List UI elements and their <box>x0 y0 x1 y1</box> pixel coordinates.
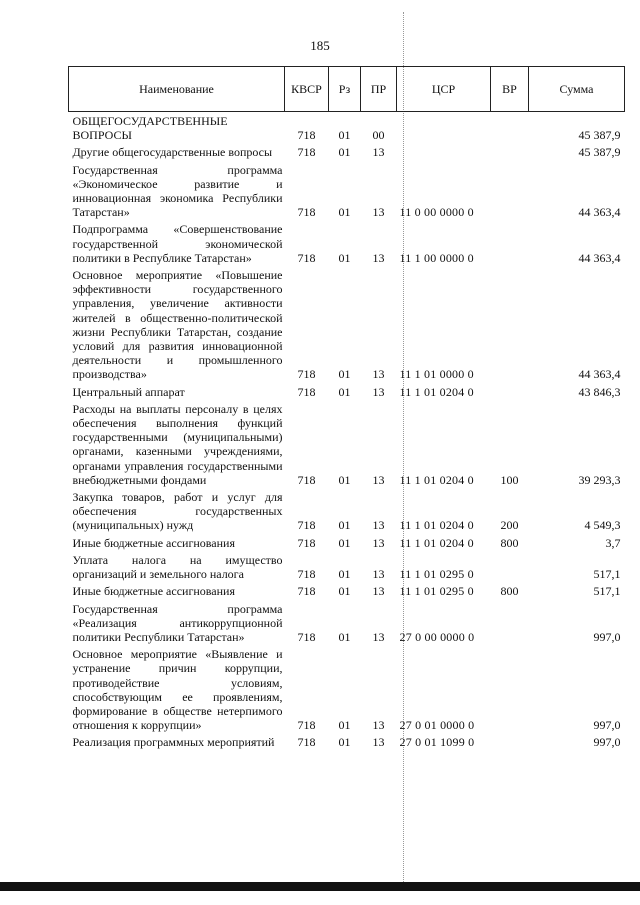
row-csr: 11 0 00 0000 0 <box>399 205 474 220</box>
row-rz: 01 <box>338 567 351 582</box>
row-sum: 44 363,4 <box>578 367 621 382</box>
row-csr: 11 1 01 0204 0 <box>399 518 474 533</box>
row-vr: 800 <box>500 584 519 599</box>
row-sum: 3,7 <box>605 535 621 550</box>
row-csr: 27 0 01 1099 0 <box>399 735 475 750</box>
row-sum: 44 363,4 <box>578 205 621 220</box>
row-sum: 43 846,3 <box>578 384 621 399</box>
row-rz: 01 <box>338 128 351 143</box>
row-sum: 45 387,9 <box>578 128 621 143</box>
header-kvsr: КВСР <box>285 67 329 112</box>
table-row <box>69 400 625 488</box>
row-csr: 11 1 01 0204 0 <box>399 384 474 399</box>
row-vr <box>491 266 529 383</box>
row-sum: 997,0 <box>593 735 621 750</box>
row-pr: 13 <box>372 718 385 733</box>
row-name: Государственная программа «Экономическое развитие и инновационная экономика Республики Татарстан» <box>72 162 283 220</box>
table-row <box>69 600 625 646</box>
row-name: Иные бюджетные ассигнования <box>72 535 235 550</box>
row-name: Реализация программных мероприятий <box>72 735 275 750</box>
row-vr <box>491 220 529 266</box>
row-name: Закупка товаров, работ и услуг для обеспечения государственных (муниципальных) нужд <box>72 490 283 533</box>
row-rz: 01 <box>338 718 351 733</box>
row-sum: 997,0 <box>593 629 621 644</box>
row-vr <box>491 161 529 221</box>
row-csr: 11 1 01 0295 0 <box>399 584 474 599</box>
row-csr <box>397 112 491 144</box>
table-row <box>69 582 625 599</box>
row-name: ОБЩЕГОСУДАРСТВЕННЫЕ ВОПРОСЫ <box>72 114 228 143</box>
header-pr: ПР <box>361 67 397 112</box>
row-rz: 01 <box>338 472 351 487</box>
row-vr <box>491 733 529 750</box>
row-vr: 200 <box>500 518 519 533</box>
row-kvsr: 718 <box>297 567 316 582</box>
row-name: Другие общегосударственные вопросы <box>72 145 273 160</box>
row-kvsr: 718 <box>297 535 316 550</box>
row-csr: 27 0 00 0000 0 <box>399 629 475 644</box>
row-pr: 13 <box>372 518 385 533</box>
row-pr: 13 <box>372 250 385 265</box>
header-name: Наименование <box>69 67 285 112</box>
table-row <box>69 488 625 534</box>
row-csr: 11 1 00 0000 0 <box>399 250 474 265</box>
row-pr: 13 <box>372 205 385 220</box>
row-pr: 13 <box>372 535 385 550</box>
row-vr <box>491 112 529 144</box>
row-vr <box>491 383 529 400</box>
row-rz: 01 <box>338 535 351 550</box>
row-kvsr: 718 <box>297 584 316 599</box>
table-row <box>69 551 625 582</box>
row-rz: 01 <box>338 367 351 382</box>
row-kvsr: 718 <box>297 472 316 487</box>
row-kvsr: 718 <box>297 205 316 220</box>
row-kvsr: 718 <box>297 518 316 533</box>
row-vr <box>491 645 529 733</box>
row-sum: 517,1 <box>593 567 621 582</box>
row-pr: 13 <box>372 584 385 599</box>
row-name: Иные бюджетные ассигнования <box>72 584 235 599</box>
row-name: Центральный аппарат <box>72 384 185 399</box>
row-csr <box>397 143 491 160</box>
row-sum: 39 293,3 <box>578 472 621 487</box>
row-name: Основное мероприятие «Выявление и устранение причин коррупции, противодействие условиям, способствующим ее проявлениям, формирование в обществе нетерпимого отношения к коррупции» <box>72 647 283 733</box>
row-sum: 45 387,9 <box>578 145 621 160</box>
table-row <box>69 220 625 266</box>
row-sum: 517,1 <box>593 584 621 599</box>
row-vr <box>491 551 529 582</box>
table-row <box>69 645 625 733</box>
table-row <box>69 383 625 400</box>
row-kvsr: 718 <box>297 718 316 733</box>
row-rz: 01 <box>338 205 351 220</box>
table-row <box>69 143 625 160</box>
header-rz: Рз <box>329 67 361 112</box>
row-kvsr: 718 <box>297 367 316 382</box>
row-name: Уплата налога на имущество организаций и земельного налога <box>72 552 283 582</box>
row-csr: 11 1 01 0000 0 <box>399 367 474 382</box>
row-rz: 01 <box>338 145 351 160</box>
row-pr: 13 <box>372 472 385 487</box>
header-csr: ЦСР <box>397 67 491 112</box>
table-row <box>69 266 625 383</box>
scan-bottom-edge <box>0 882 640 891</box>
table-row <box>69 112 625 144</box>
row-sum: 4 549,3 <box>584 518 621 533</box>
table-header-row <box>69 67 625 112</box>
row-csr: 11 1 01 0204 0 <box>399 535 474 550</box>
row-pr: 13 <box>372 384 385 399</box>
row-sum: 997,0 <box>593 718 621 733</box>
row-kvsr: 718 <box>297 735 316 750</box>
header-vr: ВР <box>491 67 529 112</box>
row-pr: 13 <box>372 735 385 750</box>
row-name: Основное мероприятие «Повышение эффективности государственного управления, увеличение активности жителей в общественно-политической жизни Республики Татарстан, создание условий для развития инновационной деятельности и промышленного производства» <box>72 268 283 382</box>
row-vr: 800 <box>500 535 519 550</box>
row-rz: 01 <box>338 384 351 399</box>
row-rz: 01 <box>338 629 351 644</box>
row-name: Расходы на выплаты персоналу в целях обеспечения выполнения функций государственными (муниципальными) органами, казенными учреждениями, органами управления государственными внебюджетными фондами <box>72 401 283 487</box>
row-rz: 01 <box>338 584 351 599</box>
row-kvsr: 718 <box>297 629 316 644</box>
page-number: 185 <box>310 38 330 53</box>
row-rz: 01 <box>338 518 351 533</box>
row-rz: 01 <box>338 735 351 750</box>
header-sum: Сумма <box>529 67 625 112</box>
row-sum: 44 363,4 <box>578 250 621 265</box>
row-kvsr: 718 <box>297 250 316 265</box>
row-csr: 11 1 01 0204 0 <box>399 472 474 487</box>
row-csr: 11 1 01 0295 0 <box>399 567 474 582</box>
row-kvsr: 718 <box>297 384 316 399</box>
row-pr: 00 <box>372 128 385 143</box>
table-row <box>69 161 625 221</box>
row-vr: 100 <box>500 472 519 487</box>
budget-table <box>68 66 625 751</box>
row-kvsr: 718 <box>297 128 316 143</box>
row-pr: 13 <box>372 145 385 160</box>
row-rz: 01 <box>338 250 351 265</box>
row-pr: 13 <box>372 567 385 582</box>
row-kvsr: 718 <box>297 145 316 160</box>
row-name: Государственная программа «Реализация антикоррупционной политики Республики Татарстан» <box>72 601 283 644</box>
row-vr <box>491 143 529 160</box>
table-row <box>69 534 625 551</box>
row-pr: 13 <box>372 629 385 644</box>
row-csr: 27 0 01 0000 0 <box>399 718 475 733</box>
table-row <box>69 733 625 750</box>
row-pr: 13 <box>372 367 385 382</box>
row-name: Подпрограмма «Совершенствование государственной экономической политики в Республике Татарстан» <box>72 222 283 265</box>
row-vr <box>491 600 529 646</box>
